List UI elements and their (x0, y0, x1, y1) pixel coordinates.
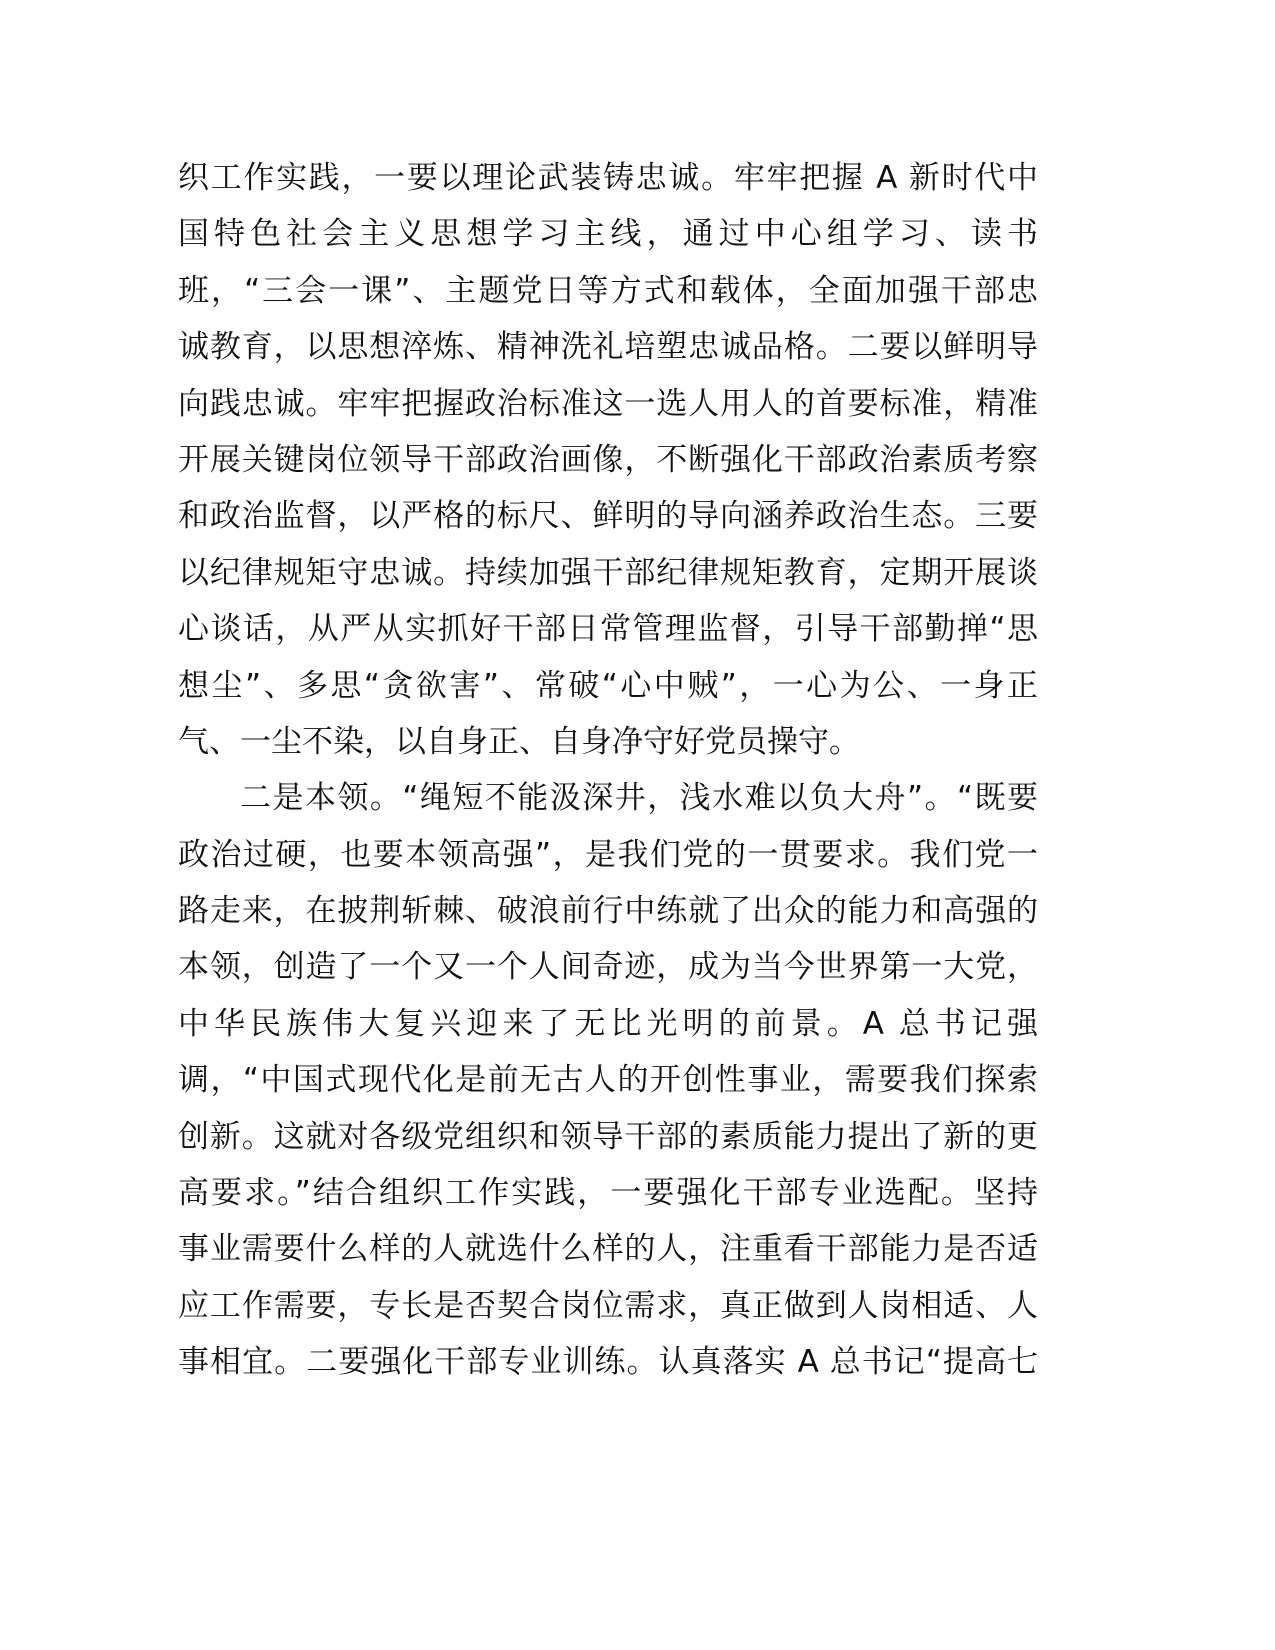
text-line: 事相宜。二要强化干部专业训练。认真落实 A 总书记“提高七 (178, 1344, 1038, 1381)
text-line: 开展关键岗位领导干部政治画像，不断强化干部政治素质考察 (178, 441, 1038, 478)
paragraph-1 (178, 150, 1038, 770)
text-line: 应工作需要，专长是否契合岗位需求，真正做到人岗相适、人 (178, 1287, 1038, 1324)
text-line: 二是本领。“绳短不能汲深井，浅水难以负大舟”。“既要 (240, 780, 1038, 817)
text-line: 织工作实践，一要以理论武装铸忠诚。牢牢把握 A 新时代中 (178, 160, 1038, 196)
text-line: 路走来，在披荆斩棘、破浪前行中练就了出众的能力和高强的 (178, 893, 1038, 930)
text-line: 政治过硬，也要本领高强”，是我们党的一贯要求。我们党一 (178, 836, 1038, 873)
text-line: 班，“三会一课”、主题党日等方式和载体，全面加强干部忠 (178, 272, 1038, 309)
paragraph-2 (178, 770, 1038, 1390)
text-line: 高要求。”结合组织工作实践，一要强化干部专业选配。坚持 (178, 1175, 1038, 1212)
text-line: 创新。这就对各级党组织和领导干部的素质能力提出了新的更 (178, 1118, 1038, 1155)
text-line: 中华民族伟大复兴迎来了无比光明的前景。A 总书记强 (178, 1005, 1038, 1042)
text-line: 心谈话，从严从实抓好干部日常管理监督，引导干部勤掸“思 (178, 611, 1038, 648)
text-line: 事业需要什么样的人就选什么样的人，注重看干部能力是否适 (178, 1231, 1038, 1268)
text-line: 气、一尘不染，以自身正、自身净守好党员操守。 (178, 723, 860, 760)
text-line: 本领，创造了一个又一个人间奇迹，成为当今世界第一大党， (178, 949, 1038, 986)
text-line: 以纪律规矩守忠诚。持续加强干部纪律规矩教育，定期开展谈 (178, 554, 1038, 591)
text-line: 向践忠诚。牢牢把握政治标准这一选人用人的首要标准，精准 (178, 385, 1038, 422)
text-line: 想尘”、多思“贪欲害”、常破“心中贼”，一心为公、一身正 (178, 667, 1038, 704)
text-line: 调，“中国式现代化是前无古人的开创性事业，需要我们探索 (178, 1062, 1038, 1099)
text-line: 诚教育，以思想淬炼、精神洗礼培塑忠诚品格。二要以鲜明导 (178, 329, 1038, 366)
text-line: 国特色社会主义思想学习主线，通过中心组学习、读书 (178, 216, 1038, 253)
document-body (178, 150, 1038, 1391)
text-line: 和政治监督，以严格的标尺、鲜明的导向涵养政治生态。三要 (178, 498, 1038, 535)
